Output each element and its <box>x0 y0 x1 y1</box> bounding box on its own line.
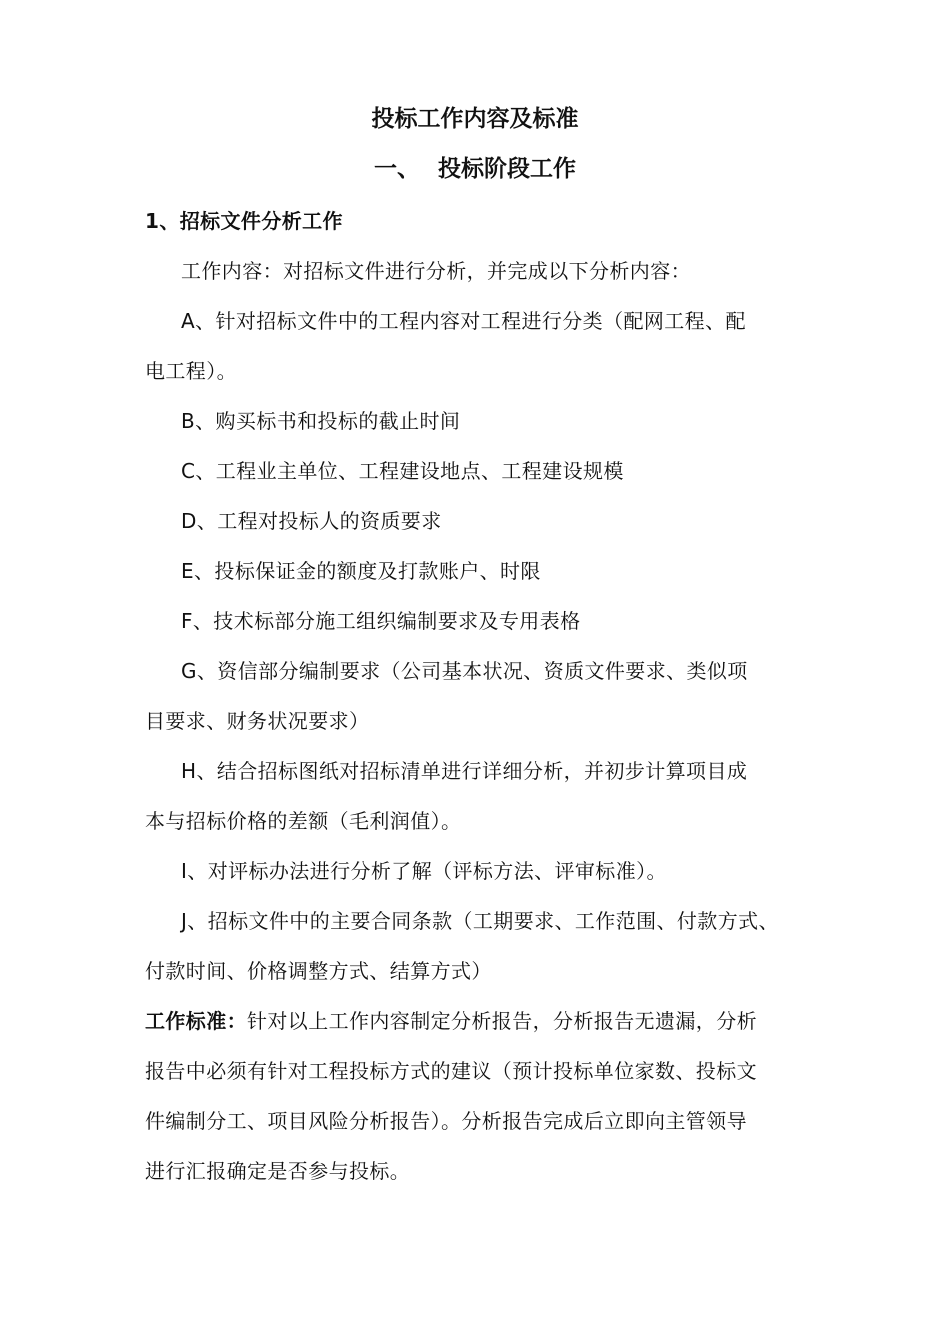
content-intro: 工作内容：对招标文件进行分析，并完成以下分析内容： <box>181 259 691 283</box>
list-item-line: B、购买标书和投标的截止时间 <box>181 409 461 433</box>
list-item-line: E、投标保证金的额度及打款账户、时限 <box>181 559 541 583</box>
list-item-line: I、对评标办法进行分析了解（评标方法、评审标准）。 <box>181 859 667 883</box>
document-body <box>145 196 817 1196</box>
list-item-c <box>145 446 817 496</box>
list-item-e <box>145 546 817 596</box>
list-item-j <box>145 896 817 996</box>
list-item-line: C、工程业主单位、工程建设地点、工程建设规模 <box>181 459 624 483</box>
section-title-text: 投标阶段工作 <box>438 156 576 182</box>
list-item-i <box>145 846 817 896</box>
work-standard <box>145 996 817 1196</box>
standard-text: 针对以上工作内容制定分析报告，分析报告无遗漏，分析 <box>247 1009 757 1033</box>
standard-line: 进行汇报确定是否参与投标。 <box>145 1159 411 1183</box>
section-title <box>0 153 950 185</box>
item-list <box>145 296 817 996</box>
list-item-line: G、资信部分编制要求（公司基本状况、资质文件要求、类似项 <box>181 659 748 683</box>
list-item-line: F、技术标部分施工组织编制要求及专用表格 <box>181 609 581 633</box>
list-item-h <box>145 746 817 846</box>
list-item-line: H、结合招标图纸对招标清单进行详细分析，并初步计算项目成 <box>181 759 748 783</box>
subsection-heading: 1、招标文件分析工作 <box>145 209 343 233</box>
section-number: 一、 <box>374 156 420 182</box>
list-item-line: 付款时间、价格调整方式、结算方式） <box>145 959 492 983</box>
list-item-line: J、招标文件中的主要合同条款（工期要求、工作范围、付款方式、 <box>181 909 779 933</box>
standard-line: 件编制分工、项目风险分析报告）。分析报告完成后立即向主管领导 <box>145 1109 747 1133</box>
list-item-line: A、针对招标文件中的工程内容对工程进行分类（配网工程、配 <box>181 309 746 333</box>
list-item-f <box>145 596 817 646</box>
standard-line <box>145 996 817 1046</box>
list-item-line: 本与招标价格的差额（毛利润值）。 <box>145 809 462 833</box>
list-item-b <box>145 396 817 446</box>
list-item-d <box>145 496 817 546</box>
list-item-line: D、工程对投标人的资质要求 <box>181 509 442 533</box>
standard-line: 报告中必须有针对工程投标方式的建议（预计投标单位家数、投标文 <box>145 1059 757 1083</box>
list-item-g <box>145 646 817 746</box>
list-item-line: 目要求、财务状况要求） <box>145 709 370 733</box>
standard-label: 工作标准： <box>145 1009 247 1033</box>
list-item-line: 电工程）。 <box>145 359 237 383</box>
list-item-a <box>145 296 817 396</box>
document-title: 投标工作内容及标准 <box>371 106 579 132</box>
